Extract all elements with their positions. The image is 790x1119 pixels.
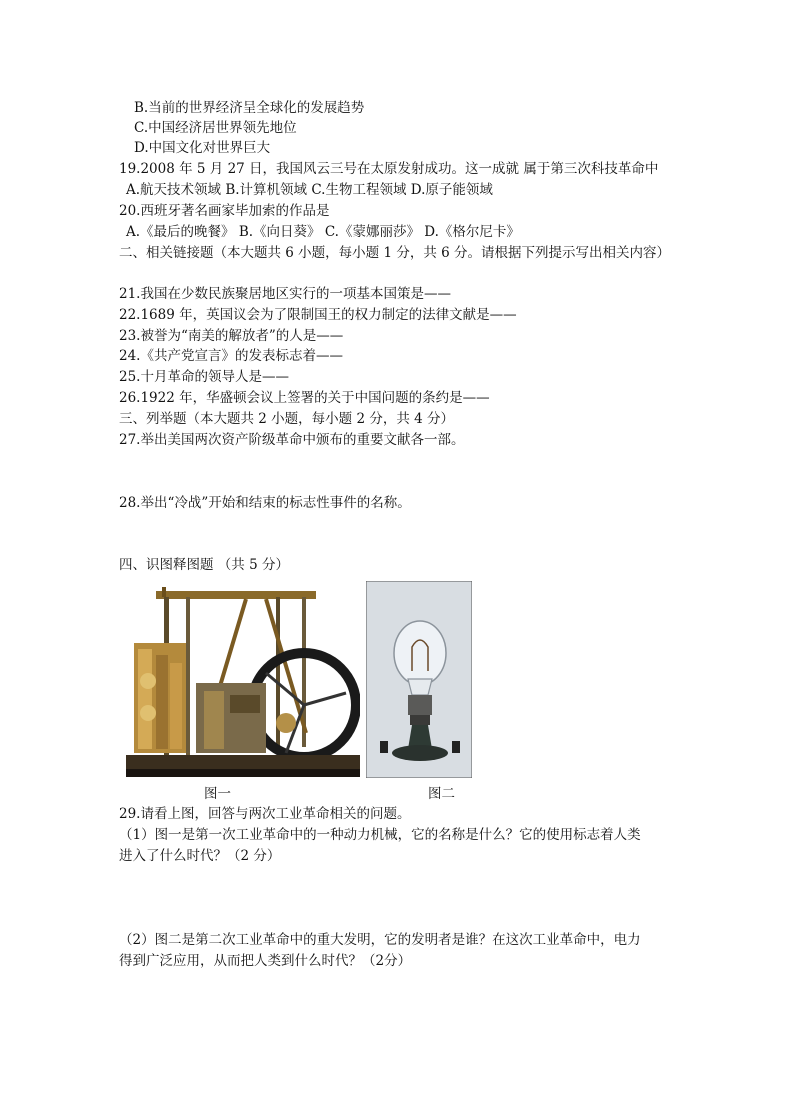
question-29: 29.请看上图，回答与两次工业革命相关的问题。 [119,806,411,822]
line-b: B.当前的世界经济呈全球化的发展趋势 [134,100,365,116]
figure-1-caption: 图一 [204,786,231,802]
question-27: 27.举出美国两次资产阶级革命中颁布的重要文献各一部。 [119,432,465,448]
section-3-heading: 三、列举题（本大题共 2 小题，每小题 2 分，共 4 分） [119,411,455,427]
question-29-part-1-line-1: （1）图一是第一次工业革命中的一种动力机械，它的名称是什么？它的使用标志着人类 [119,827,641,843]
question-26: 26.1922 年，华盛顿会议上签署的关于中国问题的条约是—— [119,390,490,406]
question-29-part-2-line-1: （2）图二是第二次工业革命中的重大发明，它的发明者是谁？在这次工业革命中，电力 [119,932,641,948]
question-25: 25.十月革命的领导人是—— [119,369,289,385]
question-19-options: A.航天技术领域 B.计算机领域 C.生物工程领域 D.原子能领域 [126,182,493,198]
question-22: 22.1689 年，英国议会为了限制国王的权力制定的法律文献是—— [119,307,517,323]
question-20-options: A.《最后的晚餐》 B.《向日葵》 C.《蒙娜丽莎》 D.《格尔尼卡》 [126,224,520,240]
section-2-heading: 二、相关链接题（本大题共 6 小题，每小题 1 分，共 6 分。请根据下列提示写出相关内容） [119,245,671,261]
line-c: C.中国经济居世界领先地位 [134,120,297,136]
question-23: 23.被誉为“南美的解放者”的人是—— [119,328,344,344]
question-19: 19.2008 年 5 月 27 日，我国风云三号在太原发射成功。这一成就 属于第三次科技革命中 [119,161,659,177]
section-4-heading: 四、识图释图题 （共 5 分） [119,557,289,573]
figure-2-caption: 图二 [428,786,455,802]
question-29-part-2-line-2: 得到广泛应用，从而把人类到什么时代？（2分） [119,953,412,969]
question-24: 24.《共产党宣言》的发表标志着—— [119,348,343,364]
question-20: 20.西班牙著名画家毕加索的作品是 [119,203,330,219]
steam-engine-image [126,583,360,777]
light-bulb-image [366,581,472,778]
line-d: D.中国文化对世界巨大 [134,140,271,156]
question-29-part-1-line-2: 进入了什么时代？（2 分） [119,848,281,864]
question-21: 21.我国在少数民族聚居地区实行的一项基本国策是—— [119,286,451,302]
question-28: 28.举出“冷战”开始和结束的标志性事件的名称。 [119,495,411,511]
